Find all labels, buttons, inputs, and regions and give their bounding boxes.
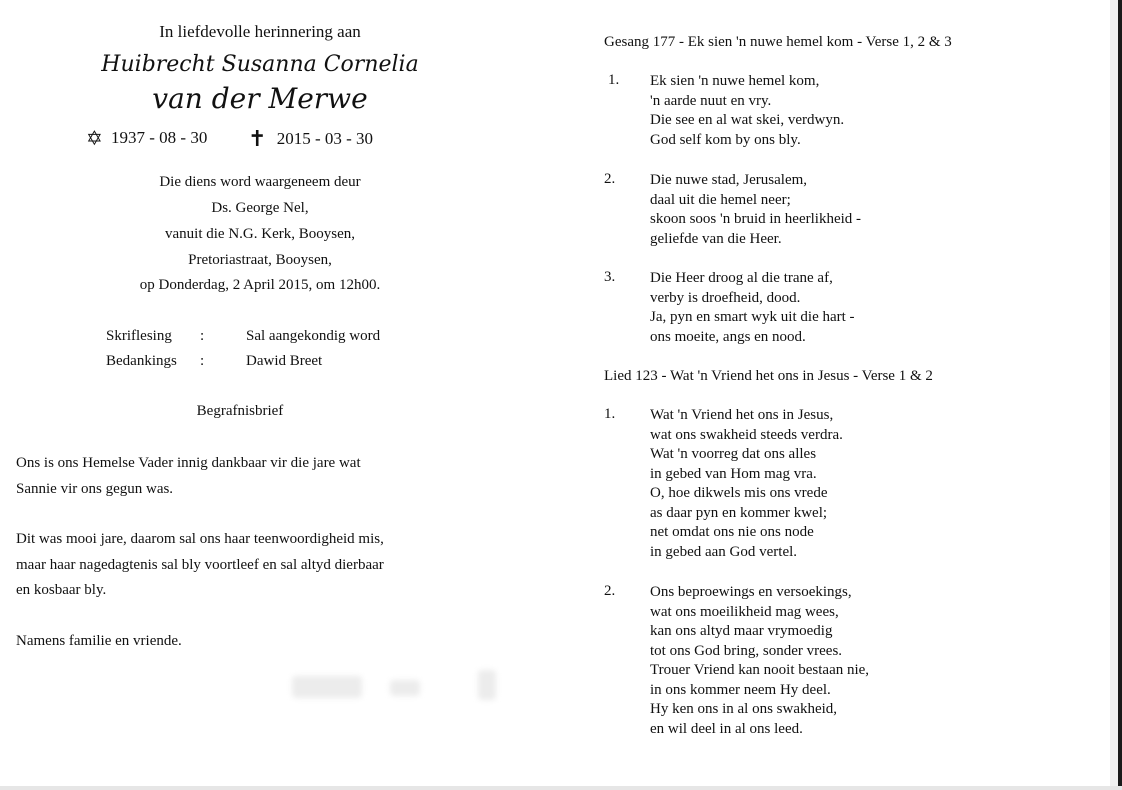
verse-line: in gebed aan God vertel. (650, 543, 798, 560)
birth-date: 1937 - 08 - 30 (111, 128, 208, 147)
verse-line: ons moeite, angs en nood. (650, 328, 806, 345)
detail-value: Sal aangekondig word (246, 328, 381, 344)
verse-line: Die nuwe stad, Jerusalem, (650, 172, 808, 188)
verse-line: O, hoe dikwels mis ons vrede (650, 485, 828, 501)
detail-value: Dawid Breet (246, 353, 323, 369)
verse-line: Wat 'n Vriend het ons in Jesus, (650, 407, 834, 423)
death-row (248, 126, 373, 152)
death-date: 2015 - 03 - 30 (276, 129, 374, 148)
verse-number: 2. (604, 583, 616, 599)
detail-label: Bedankings (106, 353, 177, 369)
verse-line: 'n aarde nuut en vry. (650, 92, 772, 109)
service-line: Ds. George Nel, (211, 200, 309, 216)
verse-line: in ons kommer neem Hy deel. (650, 681, 831, 698)
letter-line: Ons is ons Hemelse Vader innig dankbaar vir die jare wat (16, 455, 361, 471)
verse-line: Hy ken ons in al ons swakheid, (650, 701, 838, 717)
verse-number: 1. (604, 406, 616, 422)
verse-number: 1. (608, 72, 620, 88)
verse-line: net omdat ons nie ons node (650, 524, 814, 540)
verse-line: Ons beproewings en versoekings, (650, 584, 852, 600)
letter-line: maar haar nagedagtenis sal bly voortleef en sal altyd dierbaar (16, 557, 384, 573)
verse-line: as daar pyn en kommer kwel; (650, 504, 828, 521)
verse-line: wat ons swakheid steeds verdra. (650, 426, 843, 443)
verse-line: wat ons moeilikheid mag wees, (650, 603, 839, 620)
verse-line: Ek sien 'n nuwe hemel kom, (650, 73, 820, 89)
hymn2-title: Lied 123 - Wat 'n Vriend het ons in Jesus - Verse 1 & 2 (604, 368, 933, 384)
service-line: Pretoriastraat, Booysen, (188, 252, 332, 268)
deceased-surname: van der Merwe (152, 82, 368, 115)
verse-line: geliefde van die Heer. (650, 230, 782, 247)
star-icon: ✡ (86, 128, 103, 150)
verse-line: Die see en al wat skei, verdwyn. (650, 112, 845, 128)
service-line: op Donderdag, 2 April 2015, om 12h00. (139, 277, 381, 293)
birth-row (86, 126, 207, 151)
verse-line: Wat 'n voorreg dat ons alles (650, 446, 817, 462)
verse-line: Die Heer droog al die trane af, (650, 270, 833, 286)
scan-edge-shadow (1110, 0, 1118, 790)
scan-edge-bottom (0, 786, 1122, 790)
scan-smudge (292, 676, 362, 698)
verse-line: daal uit die hemel neer; (650, 191, 791, 208)
service-line: Die diens word waargeneem deur (159, 174, 361, 190)
hymn1-title: Gesang 177 - Ek sien 'n nuwe hemel kom - Verse 1, 2 & 3 (604, 34, 952, 50)
verse-line: verby is droefheid, dood. (650, 289, 801, 306)
verse-line: skoon soos 'n bruid in heerlikheid - (650, 211, 862, 227)
scan-edge (1118, 0, 1122, 790)
verse-line: tot ons God bring, sonder vrees. (650, 642, 843, 659)
verse-number: 2. (604, 171, 616, 187)
verse-line: God self kom by ons bly. (650, 131, 801, 148)
verse-line: Ja, pyn en smart wyk uit die hart - (650, 309, 855, 325)
letter-closing: Namens familie en vriende. (16, 633, 182, 649)
deceased-given-names: Huibrecht Susanna Cornelia (101, 52, 419, 77)
letter-line: en kosbaar bly. (16, 582, 107, 598)
verse-line: Trouer Vriend kan nooit bestaan nie, (650, 662, 870, 678)
letter-line: Dit was mooi jare, daarom sal ons haar teenwoordigheid mis, (16, 531, 384, 547)
detail-separator: : (200, 353, 205, 369)
detail-separator: : (200, 328, 205, 344)
verse-number: 3. (604, 269, 616, 285)
letter-line: Sannie vir ons gegun was. (16, 481, 174, 497)
memorial-header: In liefdevolle herinnering aan (159, 22, 361, 41)
service-line: vanuit die N.G. Kerk, Booysen, (165, 226, 355, 242)
scan-smudge (478, 670, 496, 700)
scan-smudge (390, 680, 420, 696)
detail-label: Skriflesing (106, 328, 172, 344)
verse-line: kan ons altyd maar vrymoedig (650, 623, 833, 639)
verse-line: in gebed van Hom mag vra. (650, 465, 817, 482)
letter-title: Begrafnisbrief (196, 403, 284, 419)
verse-line: en wil deel in al ons leed. (650, 720, 803, 737)
cross-icon: ✝ (248, 126, 267, 151)
